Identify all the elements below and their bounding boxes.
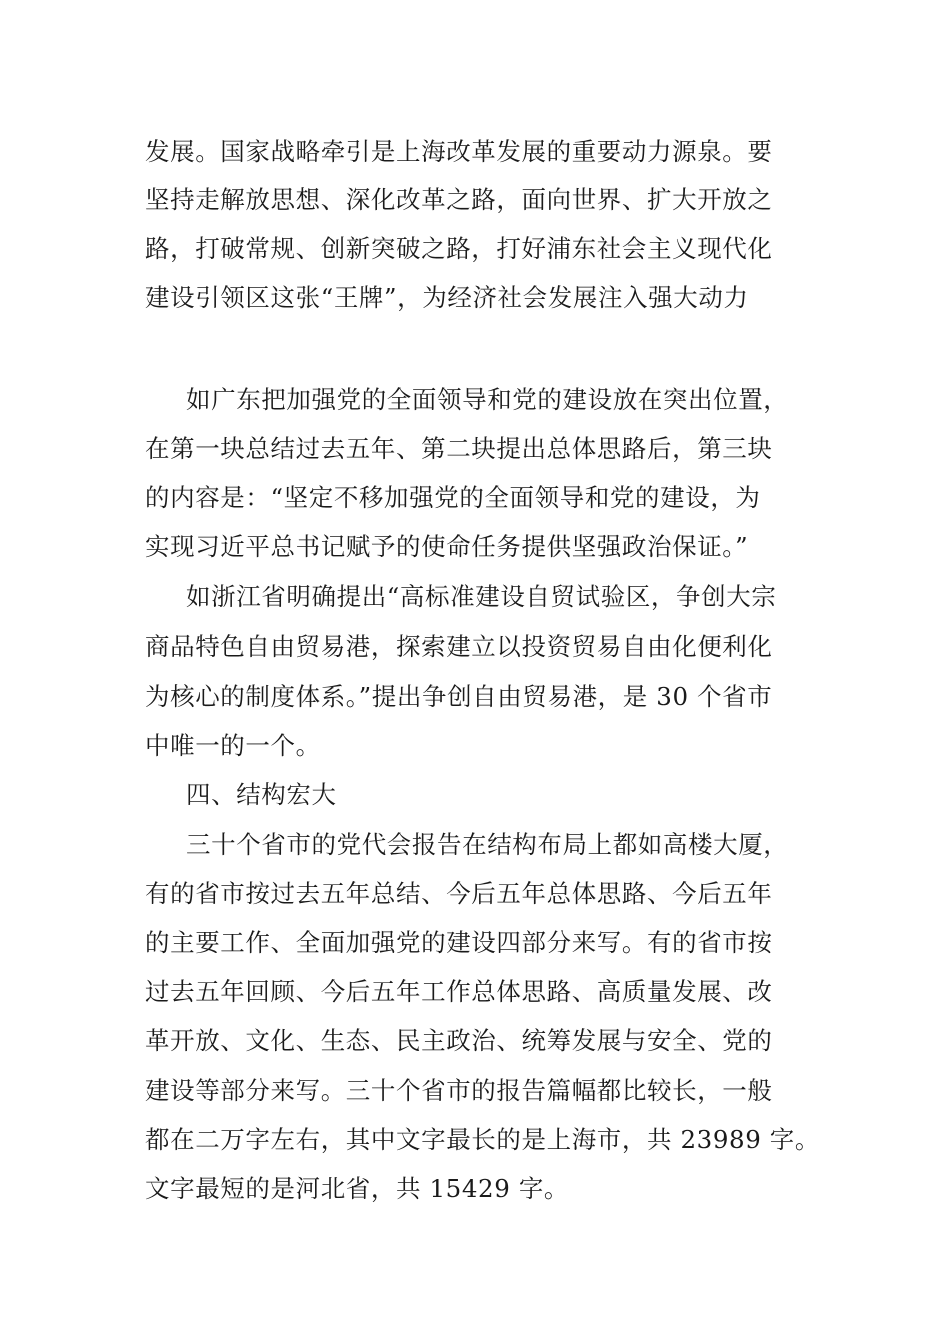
text-line: 在第一块总结过去五年、第二块提出总体思路后，第三块: [145, 434, 773, 463]
text-line: 实现习近平总书记赋予的使命任务提供坚强政治保证。”: [145, 532, 749, 561]
text-line: 都在二万字左右，其中文字最长的是上海市，共 23989 字。: [145, 1125, 821, 1154]
text-line: 商品特色自由贸易港，探索建立以投资贸易自由化便利化: [145, 632, 773, 661]
section-heading: 四、结构宏大: [186, 780, 337, 809]
text-line: 为核心的制度体系。”提出争创自由贸易港，是 30 个省市: [145, 682, 773, 711]
text-line: 中唯一的一个。: [145, 731, 321, 760]
text-line: 坚持走解放思想、深化改革之路，面向世界、扩大开放之: [145, 185, 773, 214]
paragraph-start-line: 如浙江省明确提出“高标准建设自贸试验区，争创大宗: [186, 582, 777, 611]
text-line: 过去五年回顾、今后五年工作总体思路、高质量发展、改: [145, 977, 773, 1006]
paragraph-start-line: 三十个省市的党代会报告在结构布局上都如高楼大厦，: [186, 830, 789, 859]
text-line: 发展。国家战略牵引是上海改革发展的重要动力源泉。要: [145, 137, 773, 166]
text-line: 的内容是：“坚定不移加强党的全面领导和党的建设，为: [145, 483, 761, 512]
text-line: 建设引领区这张“王牌”，为经济社会发展注入强大动力: [145, 283, 749, 312]
text-line: 路，打破常规、创新突破之路，打好浦东社会主义现代化: [145, 234, 773, 263]
text-line: 的主要工作、全面加强党的建设四部分来写。有的省市按: [145, 928, 773, 957]
text-line: 文字最短的是河北省，共 15429 字。: [145, 1174, 570, 1203]
text-line: 革开放、文化、生态、民主政治、统筹发展与安全、党的: [145, 1026, 773, 1055]
paragraph-start-line: 如广东把加强党的全面领导和党的建设放在突出位置，: [186, 385, 789, 414]
text-line: 建设等部分来写。三十个省市的报告篇幅都比较长，一般: [145, 1076, 773, 1105]
text-line: 有的省市按过去五年总结、今后五年总体思路、今后五年: [145, 879, 773, 908]
